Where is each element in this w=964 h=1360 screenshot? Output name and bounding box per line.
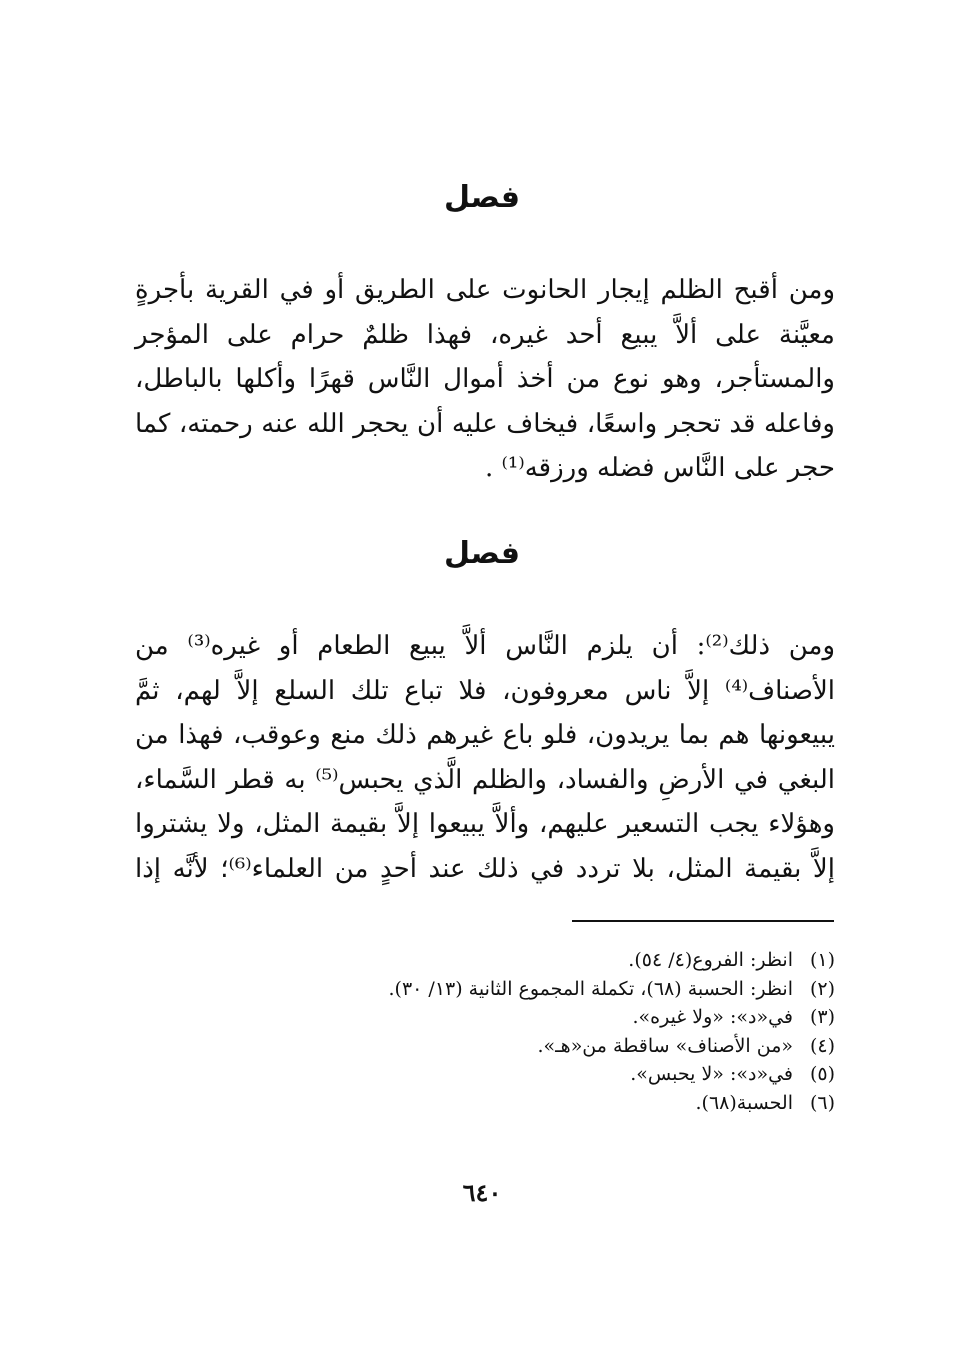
footnote-text: في«د»: «لا يحبس». bbox=[630, 1063, 793, 1085]
paragraph-line: معيَّنة على ألاَّ يبيع أحد غيره، فهذا ظلمٌ حرام على المؤجر bbox=[135, 319, 835, 350]
footnote-number: (١) bbox=[809, 949, 835, 971]
footnote-divider bbox=[572, 920, 834, 922]
footnote-text: الحسبة(٦٨). bbox=[695, 1091, 793, 1114]
paragraph-line: إلاَّ بقيمة المثل، بلا تردد في ذلك عند أحدٍ من العلماء⁽⁶⁾؛ لأنَّه إذا bbox=[135, 853, 835, 884]
footnote-number: (٥) bbox=[809, 1063, 835, 1085]
footnote-item bbox=[135, 1089, 835, 1118]
paragraph-line: البغي في الأرضِ والفساد، والظلم الَّذي يحبس⁽⁵⁾ به قطر السَّماء، bbox=[135, 764, 836, 795]
footnote-text: «من الأصناف» ساقطة من«هـ». bbox=[537, 1034, 793, 1057]
footnote-text: في«د»: «ولا غيره». bbox=[632, 1006, 793, 1028]
paragraph-1 bbox=[135, 268, 835, 491]
paragraph-line: وفاعله قد تحجر واسعًا، فيخاف عليه أن يحجر الله عنه رحمته، كما bbox=[135, 408, 835, 439]
footnote-item bbox=[135, 1032, 835, 1061]
footnote-number: (٤) bbox=[809, 1034, 835, 1057]
footnote-item bbox=[135, 1003, 835, 1032]
paragraph-line: ومن أقبح الظلم إيجار الحانوت على الطريق أو في القرية بأجرةٍ bbox=[135, 275, 835, 305]
footnote-item bbox=[135, 1060, 835, 1089]
section-title-1: فصل bbox=[444, 180, 520, 215]
paragraph-2 bbox=[135, 624, 835, 891]
footnote-item bbox=[135, 975, 835, 1004]
footnotes bbox=[135, 946, 835, 1117]
paragraph-line: حجر على النَّاس فضله ورزقه⁽¹⁾ . bbox=[484, 453, 835, 483]
footnote-item bbox=[135, 946, 835, 975]
paragraph-line: ومن ذلك⁽²⁾: أن يلزم النَّاس ألاَّ يبيع الطعام أو غيره⁽³⁾ من bbox=[135, 631, 836, 661]
section-title-2: فصل bbox=[444, 536, 520, 571]
footnote-number: (٢) bbox=[809, 977, 835, 1000]
paragraph-line: وهؤلاء يجب التسعير عليهم، وألاَّ يبيعوا إلاَّ بقيمة المثل، ولا يشتروا bbox=[135, 809, 835, 839]
footnote-text: انظر: الفروع(٤/ ٥٤). bbox=[628, 949, 793, 971]
paragraph-line: يبيعونها هم بما يريدون، فلو باع غيرهم ذلك منع وعوقب، فهذا من bbox=[135, 720, 835, 750]
footnote-number: (٣) bbox=[809, 1006, 835, 1028]
paragraph-line: والمستأجر، وهو نوع من أخذ أموال النَّاس قهرًا وأكلها بالباطل، bbox=[135, 364, 835, 394]
footnote-number: (٦) bbox=[809, 1091, 835, 1114]
page-number: ٦٤٠ bbox=[462, 1178, 502, 1207]
footnote-text: انظر: الحسبة (٦٨)، تكملة المجموع الثانية (١٣/ ٣٠). bbox=[388, 977, 793, 1000]
paragraph-line: الأصناف⁽⁴⁾ إلاَّ ناس معروفون، فلا تباع تلك السلع إلاَّ لهم، ثمَّ bbox=[135, 675, 835, 706]
